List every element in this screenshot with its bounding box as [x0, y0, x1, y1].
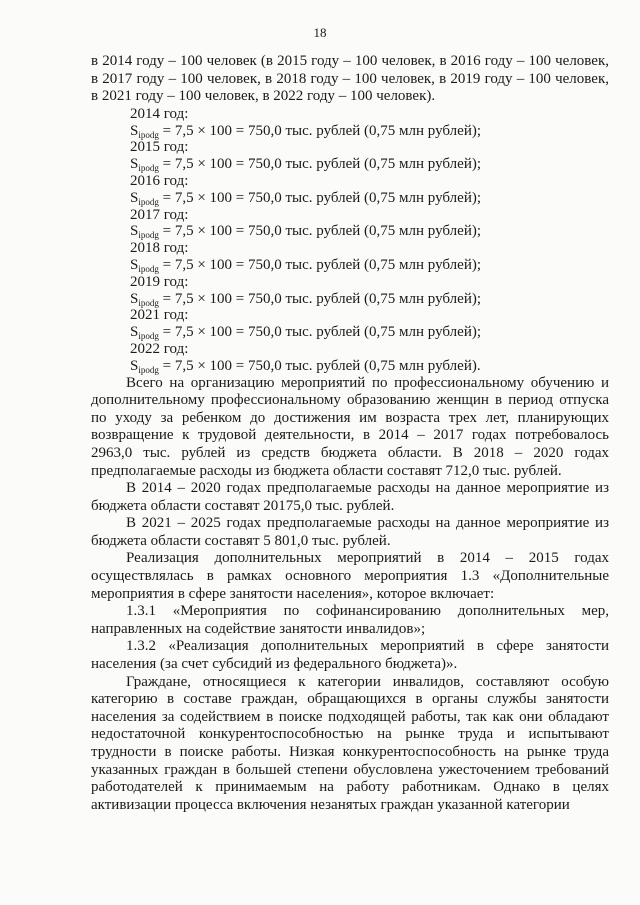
formula-line: $S_{ipodg} = 7,5 \times 100 = 750,0$ тыс. рублей (0,75 млн рублей); [130, 256, 482, 274]
body-paragraph: Граждане, относящиеся к категории инвалидов, составляют особую категорию в составе граждан, обращающихся в органы службы занятости населения за содействием в поиске подходящей работы, так как они обладают недостаточной конкурентоспособностью на рынке труда и испытывают трудности в поиске работы. Низкая конкурентоспособность на рынке труда указанных граждан в большей степени обусловлена ужесточением требований работодателей к принимаемым на работу работникам. Однако в целях активизации процесса включения незанятых граждан указанной категории [91, 673, 609, 813]
year-label: 2014 год: [130, 105, 189, 122]
body-paragraph: Всего на организацию мероприятий по профессиональному обучению и дополнительному профессиональному образованию женщин в период отпуска по уходу за ребенком до достижения им возраста трех лет, планирующих возвращение к трудовой деятельности, в 2014 – 2017 годах потребовалось 2963,0 тыс. рублей из средств бюджета области. В 2018 – 2020 годах предполагаемые расходы из бюджета области составят 712,0 тыс. рублей. [91, 374, 609, 479]
list-item: 1.3.1 «Мероприятия по софинансированию дополнительных мер, направленных на содействие занятости инвалидов»; [91, 603, 609, 637]
list-item: 1.3.2 «Реализация дополнительных мероприятий в сфере занятости населения (за счет субсидий из федерального бюджета)». [91, 638, 609, 673]
formula-block [91, 106, 609, 375]
year-label: 2021 год: [130, 307, 189, 324]
intro-paragraph: в 2014 году – 100 человек (в 2015 году – 100 человек, в 2016 году – 100 человек, в 2017 году – 100 человек, в 2018 году – 100 человек, в 2019 году – 100 человек, в 2021 году – 100 человек, в 2022 году – 100 человек). [91, 53, 609, 105]
body-paragraph: В 2014 – 2020 годах предполагаемые расходы на данное мероприятие из бюджета области составят 20175,0 тыс. рублей. [91, 480, 609, 514]
year-label: 2018 год: [130, 240, 189, 257]
formula-line: $S_{ipodg} = 7,5 \times 100 = 750,0$ тыс. рублей (0,75 млн рублей); [130, 324, 482, 342]
page-number: 18 [313, 25, 327, 40]
year-label: 2019 год: [130, 273, 189, 290]
formula-line: $S_{ipodg} = 7,5 \times 100 = 750,0$ тыс. рублей (0,75 млн рублей); [130, 290, 482, 308]
body-paragraph: В 2021 – 2025 годах предполагаемые расходы на данное мероприятие из бюджета области составят 5 801,0 тыс. рублей. [91, 515, 609, 549]
year-label: 2016 год: [130, 172, 189, 189]
year-label: 2017 год: [130, 206, 189, 223]
formula-line: $S_{ipodg} = 7,5 \times 100 = 750,0$ тыс. рублей (0,75 млн рублей). [130, 357, 481, 375]
formula-line: $S_{ipodg} = 7,5 \times 100 = 750,0$ тыс. рублей (0,75 млн рублей); [130, 223, 482, 241]
formula-line: $S_{ipodg} = 7,5 \times 100 = 750,0$ тыс. рублей (0,75 млн рублей); [130, 189, 482, 207]
body-paragraph: Реализация дополнительных мероприятий в 2014 – 2015 годах осуществлялась в рамках основного мероприятия 1.3 «Дополнительные мероприятия в сфере занятости населения», которое включает: [91, 550, 609, 602]
formula-line: $S_{ipodg} = 7,5 \times 100 = 750,0$ тыс. рублей (0,75 млн рублей); [130, 156, 482, 174]
formula-line: $S_{ipodg} = 7,5 \times 100 = 750,0$ тыс. рублей (0,75 млн рублей); [130, 122, 482, 140]
year-label: 2015 год: [130, 139, 189, 156]
year-label: 2022 год: [130, 340, 189, 357]
document-body [91, 53, 609, 814]
